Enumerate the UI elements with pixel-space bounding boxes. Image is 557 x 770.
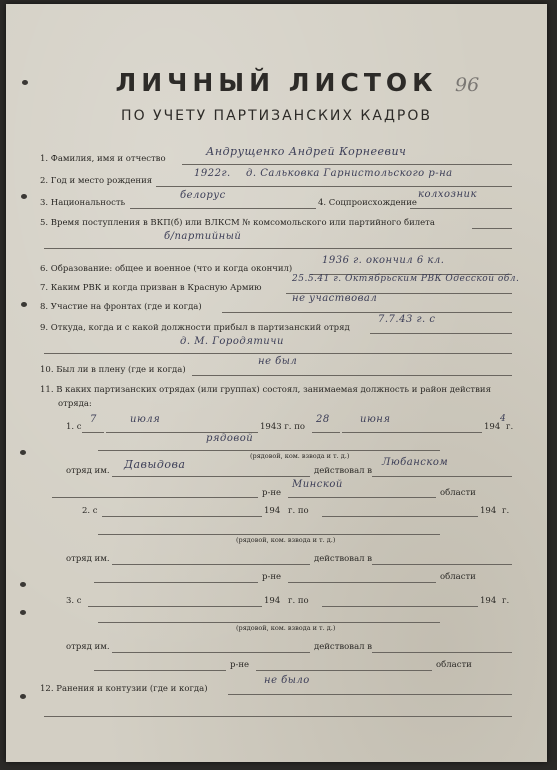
field-12-line <box>228 694 512 695</box>
punch-hole <box>20 610 26 615</box>
unit-1-acted-label: действовал в <box>314 466 373 476</box>
unit-1-detachment-line <box>112 476 310 477</box>
unit-1-day: 7 <box>90 414 97 425</box>
field-2-year: 1922г. <box>194 168 231 179</box>
unit-2-detachment-label: отряд им. <box>66 554 110 564</box>
unit-1-position-line <box>98 450 440 451</box>
field-5-label: 5. Время поступления в ВКП(б) или ВЛКСМ № комсомольского или партийного билета <box>40 218 435 228</box>
field-9-line-2 <box>44 353 512 354</box>
unit-1-year-to: 194 <box>484 422 501 432</box>
field-12-label: 12. Ранения и контузии (где и когда) <box>40 684 208 694</box>
unit-3-area-line <box>94 670 226 671</box>
unit-2-year-to: 194 <box>480 506 497 516</box>
field-8-line <box>222 312 512 313</box>
unit-3-year-from-suffix: г. по <box>288 596 309 606</box>
document-subtitle: ПО УЧЕТУ ПАРТИЗАНСКИХ КАДРОВ <box>121 108 432 124</box>
unit-3-district-line <box>256 670 432 671</box>
unit-2-year-from-suffix: г. по <box>288 506 309 516</box>
unit-2-number: 2. с <box>82 506 98 516</box>
unit-2-position-line <box>98 534 440 535</box>
field-1-value: Андрущенко Андрей Корнеевич <box>206 145 407 158</box>
unit-1-month-to: июня <box>360 414 391 425</box>
page-number-stamp: 96 <box>455 74 480 96</box>
field-4-line <box>410 208 512 209</box>
punch-hole <box>20 582 26 587</box>
field-4-value: колхозник <box>418 189 477 200</box>
unit-1-day-line <box>82 432 104 433</box>
unit-1-year-to-suffix: г. <box>506 422 514 432</box>
unit-1-dayto-line <box>312 432 340 433</box>
unit-2-region-label: области <box>440 572 476 582</box>
field-9-label: 9. Откуда, когда и с какой должности прибыл в партизанский отряд <box>40 323 350 333</box>
field-7-label: 7. Каким РВК и когда призван в Красную Армию <box>40 283 262 293</box>
field-5-line-2 <box>44 248 512 249</box>
unit-1-acted: Любанском <box>382 457 449 468</box>
unit-1-year-from: 1943 г. по <box>260 422 305 432</box>
document-sheet <box>6 4 547 762</box>
unit-1-district-line <box>288 497 436 498</box>
field-9-value-1: 7.7.43 г. с <box>378 314 436 325</box>
field-1-label: 1. Фамилия, имя и отчество <box>40 154 166 164</box>
unit-1-area-line <box>52 497 258 498</box>
field-5-value: б/партийный <box>164 231 242 242</box>
unit-1-district: Минской <box>292 479 343 490</box>
field-8-value: не участвовал <box>292 293 378 304</box>
field-8-label: 8. Участие на фронтах (где и когда) <box>40 302 202 312</box>
unit-1-detachment-label: отряд им. <box>66 466 110 476</box>
unit-2-acted-line <box>372 564 512 565</box>
field-5-line-1 <box>472 228 512 229</box>
unit-2-district-line <box>288 582 436 583</box>
unit-1-position: рядовой <box>206 433 254 444</box>
field-2-line <box>156 186 512 187</box>
unit-2-area-line <box>94 582 258 583</box>
field-6-label: 6. Образование: общее и военное (что и когда окончил) <box>40 264 293 274</box>
field-10-line <box>192 375 512 376</box>
unit-1-region-label: области <box>440 488 476 498</box>
unit-2-year-from: 194 <box>264 506 281 516</box>
unit-3-region-label: области <box>436 660 472 670</box>
field-6-value: 1936 г. окончил 6 кл. <box>322 255 445 266</box>
unit-3-detachment-label: отряд им. <box>66 642 110 652</box>
unit-1-number: 1. с <box>66 422 82 432</box>
punch-hole <box>20 694 26 699</box>
unit-2-position-hint: (рядовой, ком. взвода и т. д.) <box>236 536 336 544</box>
unit-3-acted-line <box>372 652 512 653</box>
unit-1-year-to-hw: 4 <box>500 414 507 424</box>
unit-2-detachment-line <box>112 564 310 565</box>
field-2-label: 2. Год и место рождения <box>40 176 153 186</box>
unit-3-year-to: 194 <box>480 596 497 606</box>
field-9-line-1 <box>370 333 512 334</box>
field-10-label: 10. Был ли в плену (где и когда) <box>40 365 186 375</box>
field-2-place: д. Сальковка Гарнистольского р-на <box>246 168 453 179</box>
unit-2-acted-label: действовал в <box>314 554 373 564</box>
field-3-line <box>130 208 316 209</box>
document-title: ЛИЧНЫЙ ЛИСТОК <box>115 68 438 97</box>
field-1-line <box>182 164 512 165</box>
unit-1-position-hint: (рядовой, ком. взвода и т. д.) <box>250 452 350 460</box>
unit-1-district-label: р-не <box>262 488 282 498</box>
unit-2-district-label: р-не <box>262 572 282 582</box>
field-3-label: 3. Национальность <box>40 198 126 208</box>
field-11-label: 11. В каких партизанских отрядах (или группах) состоял, занимаемая должность и район действия <box>40 385 491 395</box>
unit-3-number: 3. с <box>66 596 82 606</box>
unit-1-monthto-line <box>342 432 482 433</box>
field-12-line-2 <box>44 716 512 717</box>
unit-3-detachment-line <box>112 652 310 653</box>
unit-1-acted-line <box>372 476 512 477</box>
punch-hole <box>21 302 27 307</box>
field-9-value-2: д. М. Городятичи <box>180 336 284 347</box>
unit-2-year-to-suffix: г. <box>502 506 510 516</box>
unit-2-to-line <box>322 516 478 517</box>
unit-3-year-from: 194 <box>264 596 281 606</box>
field-11-label-cont: отряда: <box>58 399 92 409</box>
field-12-value: не было <box>264 675 310 686</box>
unit-3-from-line <box>88 606 262 607</box>
unit-1-month: июля <box>130 414 161 425</box>
unit-1-detachment: Давыдова <box>124 458 186 471</box>
unit-3-district-label: р-не <box>230 660 250 670</box>
unit-3-year-to-suffix: г. <box>502 596 510 606</box>
punch-hole <box>21 194 27 199</box>
punch-hole <box>20 450 26 455</box>
unit-3-acted-label: действовал в <box>314 642 373 652</box>
field-7-value: 25.5.41 г. Октябрьским РВК Одесской обл. <box>292 274 520 284</box>
unit-1-day-to: 28 <box>316 414 330 425</box>
unit-3-to-line <box>322 606 478 607</box>
unit-3-position-line <box>98 622 440 623</box>
field-3-value: белорус <box>180 190 226 201</box>
unit-3-position-hint: (рядовой, ком. взвода и т. д.) <box>236 624 336 632</box>
field-4-label: 4. Соцпроисхождение <box>318 198 417 208</box>
unit-2-from-line <box>102 516 262 517</box>
field-10-value: не был <box>258 356 298 367</box>
